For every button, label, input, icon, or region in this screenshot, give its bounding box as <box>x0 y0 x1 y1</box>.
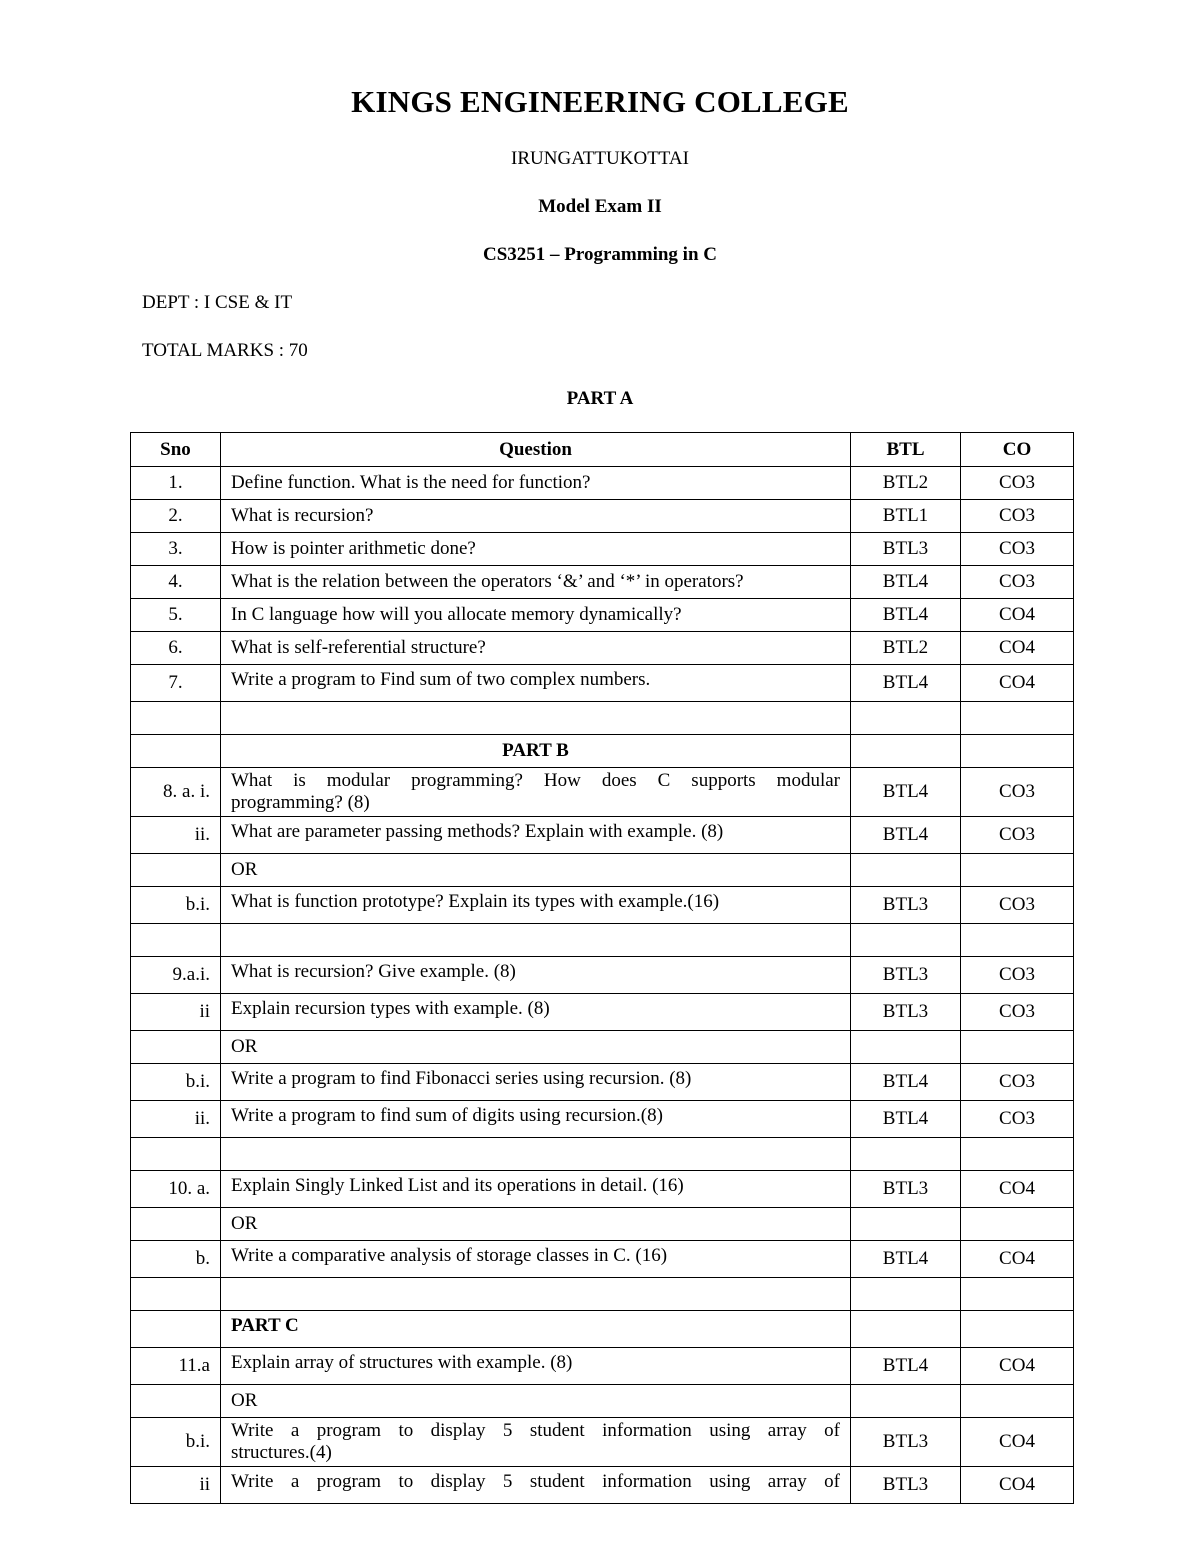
table-row <box>131 566 1074 599</box>
row-question: OR <box>221 854 851 887</box>
table-row <box>131 1031 1074 1064</box>
table-row <box>131 665 1074 702</box>
row-sno <box>131 735 221 768</box>
row-btl: BTL4 <box>851 665 961 702</box>
table-row <box>131 599 1074 632</box>
row-question: Define function. What is the need for function? <box>221 467 851 500</box>
table-row <box>131 1241 1074 1278</box>
row-sno: b. <box>131 1241 221 1278</box>
row-co: CO3 <box>961 533 1074 566</box>
row-sno: b.i. <box>131 1418 221 1467</box>
row-co: CO3 <box>961 817 1074 854</box>
table-row <box>131 467 1074 500</box>
table-header-row <box>131 433 1074 467</box>
row-btl: BTL4 <box>851 817 961 854</box>
row-btl <box>851 924 961 957</box>
table-row <box>131 500 1074 533</box>
row-btl: BTL4 <box>851 1101 961 1138</box>
row-co: CO3 <box>961 467 1074 500</box>
column-header-sno: Sno <box>131 433 221 467</box>
row-question <box>221 1467 851 1504</box>
table-row <box>131 632 1074 665</box>
row-question <box>221 702 851 735</box>
row-btl: BTL3 <box>851 533 961 566</box>
row-co: CO3 <box>961 1064 1074 1101</box>
row-sno: 2. <box>131 500 221 533</box>
table-row <box>131 533 1074 566</box>
row-sno <box>131 1278 221 1311</box>
row-sno: b.i. <box>131 1064 221 1101</box>
column-header-question: Question <box>221 433 851 467</box>
row-co <box>961 1208 1074 1241</box>
row-co <box>961 1311 1074 1348</box>
row-question: What is self-referential structure? <box>221 632 851 665</box>
column-header-co: CO <box>961 433 1074 467</box>
row-sno <box>131 854 221 887</box>
row-sno: ii. <box>131 1101 221 1138</box>
part-c-heading: PART C <box>221 1311 851 1348</box>
table-row <box>131 854 1074 887</box>
row-btl <box>851 702 961 735</box>
college-name: KINGS ENGINEERING COLLEGE <box>351 84 849 119</box>
row-question: OR <box>221 1208 851 1241</box>
row-question: What are parameter passing methods? Explain with example. (8) <box>221 817 851 854</box>
row-btl <box>851 1278 961 1311</box>
row-question <box>221 1418 851 1467</box>
row-co: CO4 <box>961 599 1074 632</box>
row-sno: 11.a <box>131 1348 221 1385</box>
row-question: In C language how will you allocate memory dynamically? <box>221 599 851 632</box>
row-question-line-1: What is modular programming? How does C supports modular <box>231 770 840 791</box>
table-row <box>131 817 1074 854</box>
row-co <box>961 854 1074 887</box>
table-row <box>131 768 1074 817</box>
row-sno <box>131 702 221 735</box>
row-co <box>961 702 1074 735</box>
row-question-line-2: programming? (8) <box>231 792 370 813</box>
row-co: CO3 <box>961 957 1074 994</box>
table-row <box>131 1311 1074 1348</box>
row-co <box>961 1385 1074 1418</box>
row-sno: 10. a. <box>131 1171 221 1208</box>
table-row <box>131 702 1074 735</box>
row-question <box>221 1278 851 1311</box>
row-co: CO3 <box>961 566 1074 599</box>
row-co: CO3 <box>961 1101 1074 1138</box>
row-sno: 9.a.i. <box>131 957 221 994</box>
row-co: CO4 <box>961 665 1074 702</box>
row-question: How is pointer arithmetic done? <box>221 533 851 566</box>
row-question: OR <box>221 1031 851 1064</box>
column-header-btl: BTL <box>851 433 961 467</box>
row-sno: 1. <box>131 467 221 500</box>
course-title: CS3251 – Programming in C <box>483 244 717 265</box>
row-sno: 7. <box>131 665 221 702</box>
row-question: OR <box>221 1385 851 1418</box>
table-row <box>131 1138 1074 1171</box>
row-btl: BTL2 <box>851 632 961 665</box>
table-row <box>131 1278 1074 1311</box>
row-question: Write a comparative analysis of storage classes in C. (16) <box>221 1241 851 1278</box>
table-row <box>131 994 1074 1031</box>
department-line: DEPT : I CSE & IT <box>142 292 293 313</box>
row-question: What is recursion? Give example. (8) <box>221 957 851 994</box>
row-btl <box>851 1311 961 1348</box>
row-btl: BTL4 <box>851 599 961 632</box>
row-question-line-1: Write a program to display 5 student information using array of <box>231 1420 840 1441</box>
row-sno: ii <box>131 994 221 1031</box>
row-sno <box>131 1385 221 1418</box>
row-btl <box>851 854 961 887</box>
row-sno: 8. a. i. <box>131 768 221 817</box>
row-co: CO3 <box>961 500 1074 533</box>
row-btl: BTL4 <box>851 1241 961 1278</box>
row-co: CO4 <box>961 1348 1074 1385</box>
row-question: Write a program to Find sum of two complex numbers. <box>221 665 851 702</box>
row-question <box>221 768 851 817</box>
row-co <box>961 924 1074 957</box>
table-row <box>131 1418 1074 1467</box>
row-sno: ii <box>131 1467 221 1504</box>
row-btl: BTL1 <box>851 500 961 533</box>
table-row <box>131 957 1074 994</box>
row-question: Explain array of structures with example. (8) <box>221 1348 851 1385</box>
row-question: Write a program to find sum of digits using recursion.(8) <box>221 1101 851 1138</box>
row-btl: BTL3 <box>851 1171 961 1208</box>
row-co: CO3 <box>961 994 1074 1031</box>
row-question: What is the relation between the operators ‘&’ and ‘*’ in operators? <box>221 566 851 599</box>
row-co: CO4 <box>961 1467 1074 1504</box>
part-b-heading: PART B <box>221 735 851 768</box>
row-sno: 3. <box>131 533 221 566</box>
table-row <box>131 1064 1074 1101</box>
row-btl: BTL3 <box>851 1467 961 1504</box>
table-row <box>131 924 1074 957</box>
table-row <box>131 1467 1074 1504</box>
row-question: What is recursion? <box>221 500 851 533</box>
row-btl: BTL4 <box>851 566 961 599</box>
row-sno <box>131 1031 221 1064</box>
row-question: Write a program to find Fibonacci series using recursion. (8) <box>221 1064 851 1101</box>
row-btl: BTL4 <box>851 768 961 817</box>
row-btl <box>851 735 961 768</box>
row-co: CO3 <box>961 768 1074 817</box>
row-question <box>221 924 851 957</box>
college-location: IRUNGATTUKOTTAI <box>511 148 689 169</box>
table-row <box>131 1385 1074 1418</box>
row-co <box>961 1138 1074 1171</box>
row-btl <box>851 1031 961 1064</box>
row-sno: 5. <box>131 599 221 632</box>
row-sno: 4. <box>131 566 221 599</box>
table-row <box>131 1171 1074 1208</box>
table-row <box>131 1348 1074 1385</box>
row-co: CO4 <box>961 1418 1074 1467</box>
row-sno <box>131 924 221 957</box>
row-btl: BTL4 <box>851 1348 961 1385</box>
row-question: What is function prototype? Explain its types with example.(16) <box>221 887 851 924</box>
table-row <box>131 1101 1074 1138</box>
row-btl: BTL4 <box>851 1064 961 1101</box>
row-question: Explain recursion types with example. (8) <box>221 994 851 1031</box>
row-btl <box>851 1138 961 1171</box>
total-marks-line: TOTAL MARKS : 70 <box>142 340 308 361</box>
row-sno: ii. <box>131 817 221 854</box>
row-co <box>961 735 1074 768</box>
row-question-line-2: structures.(4) <box>231 1442 332 1463</box>
row-btl: BTL3 <box>851 957 961 994</box>
row-btl: BTL2 <box>851 467 961 500</box>
row-question: Explain Singly Linked List and its operations in detail. (16) <box>221 1171 851 1208</box>
row-btl <box>851 1385 961 1418</box>
row-question-line-1: Write a program to display 5 student information using array of <box>231 1471 840 1492</box>
row-co <box>961 1031 1074 1064</box>
row-co: CO4 <box>961 1241 1074 1278</box>
row-sno: b.i. <box>131 887 221 924</box>
row-sno <box>131 1208 221 1241</box>
row-sno: 6. <box>131 632 221 665</box>
question-table <box>130 432 1074 1504</box>
table-row <box>131 887 1074 924</box>
row-sno <box>131 1138 221 1171</box>
row-co: CO4 <box>961 632 1074 665</box>
row-co <box>961 1278 1074 1311</box>
table-row <box>131 735 1074 768</box>
row-btl: BTL3 <box>851 887 961 924</box>
table-row <box>131 1208 1074 1241</box>
row-btl: BTL3 <box>851 994 961 1031</box>
row-co: CO3 <box>961 887 1074 924</box>
part-a-heading: PART A <box>566 388 634 409</box>
row-question <box>221 1138 851 1171</box>
exam-title: Model Exam II <box>538 196 662 217</box>
row-sno <box>131 1311 221 1348</box>
row-btl <box>851 1208 961 1241</box>
row-btl: BTL3 <box>851 1418 961 1467</box>
row-co: CO4 <box>961 1171 1074 1208</box>
